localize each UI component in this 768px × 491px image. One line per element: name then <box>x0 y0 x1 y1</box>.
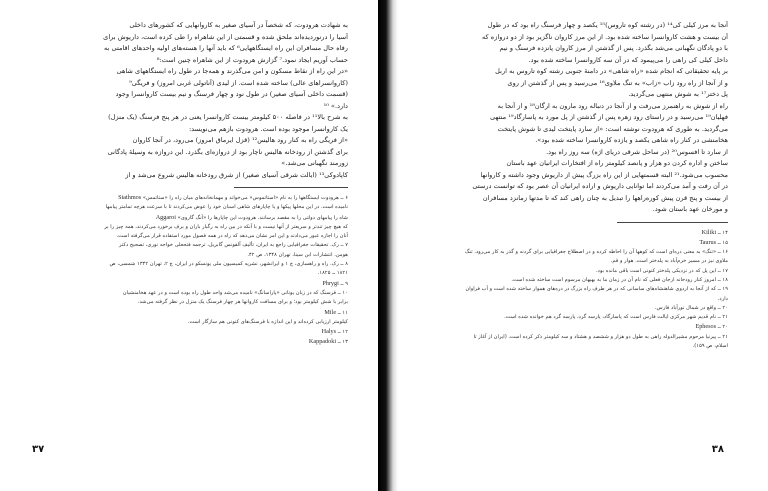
left-page-column <box>30 20 348 348</box>
body-line: رفاه حال مسافران این راه ایستگاههایی⁶ که باید آنها را هسته‌های اولیه واحدهای اقامتی به <box>104 44 348 52</box>
body-line: از بیست و پنج قرن پیش کوره‌راهها را تبدیل به چنان راهی کند که تا مدتها زمانزد مسافران <box>482 193 728 202</box>
body-line: «از فریگی راه به کنار رود هالیس¹² (قزل ایرماق امروز) می‌رود، در آنجا کاروان <box>132 136 348 144</box>
body-line: حساب آوریم ایجاد نمود.⁷ گزارش هرودوت از این شاهراه چنین است:⁸ <box>156 55 348 64</box>
body-line: به شرح بالا¹¹ در فاصله ۵۰۰ کیلومتر بیست کاروانسرا یعنی در هر پنج فرسنگ (یک منزل) <box>108 113 348 121</box>
footnote-text: دارد. <box>717 295 728 302</box>
footnote-text: اسلام، ص ۱۵۹). <box>692 343 728 350</box>
body-line: به شهادت هرودوت، که شخصاً در آسیای صغیر به کاروانهایی که کشورهای داخلی <box>129 21 348 29</box>
body-line: آنجا به مرز کیلی کی¹⁴ (در رشته کوه تاروس)¹⁵ یکصد و چهار فرسنگ راه بود که در طول <box>487 21 728 29</box>
footnote-line <box>420 313 728 322</box>
footnote-line <box>30 318 348 327</box>
footnote-text: ۲۱ ــ نام قدیم شهر مرکزی ایالت فارس است که پاسارگاد، پارسه گرد، پارسه گرد هم خوانده شده است. <box>504 314 728 321</box>
body-line: «در این راه از نقاط مسکون و امن می‌گذرند و همه‌جا در طول راه ایستگاههای شاهی <box>116 67 348 75</box>
footnote-text: ۲۱ ــ پیرنیا مرحوم مشیرالدوله راهی به طول دو هزار و ششصد و هشتاد و سه کیلومتر ذکر کرده است. (ایران از آغاز تا <box>473 333 728 340</box>
footnote-text: ملاوی نیز در مسیر خرم‌آباد به پلدختر است. هوار و قم. <box>610 258 728 265</box>
footnote-text: آنان را اجازه عبور می‌دادند و این امر نشان می‌دهد که راه در همه فصول مورد استفاده قرار می‌گرفته است. <box>116 233 348 240</box>
body-line: برای گذشتن از رودخانه هالیس ناچار بود از دروازه‌ای بگذرد. این دروازه به وسیلهٔ پادگانی <box>107 147 348 156</box>
footnote-line <box>30 279 348 289</box>
footnote-latin-term: Phrygi <box>322 279 339 287</box>
footnote-line <box>420 285 728 294</box>
footnote-text: ۹ ــ <box>340 280 348 287</box>
footnote-text: ۱۱ ــ <box>337 309 348 316</box>
footnote-latin-term: Mile <box>324 308 337 316</box>
body-line: زورمند نگهبانی می‌شد.» <box>281 159 348 167</box>
right-body-text <box>420 20 728 216</box>
footnote-text: ۱۰ ــ فرسنگ که در زبان یونانی «پاراسانگ» نامیده می‌شد واحد طول راه بوده است و در عهد هخامنشیان <box>122 289 348 296</box>
footnote-text: ۱۲ ــ <box>337 329 348 336</box>
body-line: محسوب می‌شود.²¹ البته قسمتهایی از این راه بزرگ پیش از داریوش وجود داشته و کاروانها <box>480 170 728 179</box>
footnote-text: ۱۸۲۱ ــ ۱۸۲۵. <box>317 270 348 277</box>
footnote-text: ۲۰ ــ <box>717 324 728 331</box>
body-line: ساختن و اداره کردن دو هزار و پانصد کیلومتر راه از افتخارات ایرانیان عهد باستان <box>506 159 728 167</box>
left-page-number: ۳۷ <box>32 444 45 455</box>
footnote-text: برابر با شش کیلومتر بود؛ و برای مسافت کاروانها هر چهار فرسنگ یک منزل در نظر گرفته می‌شد. <box>137 299 348 306</box>
footnote-line <box>30 298 348 307</box>
left-footnote-separator <box>234 187 348 188</box>
book-spine-shadow <box>378 0 398 491</box>
right-footnotes <box>420 228 728 352</box>
body-line: (کاروانسراهای عالی) ساخته شده است. از لیدی (آناتولی غربی امروز) و فریگی⁹ <box>129 78 348 87</box>
footnote-line <box>420 342 728 351</box>
footnote-line <box>420 304 728 313</box>
footnote-line <box>30 251 348 260</box>
footnote-line <box>420 267 728 276</box>
footnote-line <box>420 248 728 257</box>
left-body-text <box>30 20 348 181</box>
footnote-line <box>30 203 348 212</box>
body-line: راه از شوش به راهنمرز می‌رفت و از آنجا در دنباله رود مارون به ارگان¹⁸ و از آنجا به <box>497 101 728 110</box>
footnote-text: که هیچ چیز تندتر و سریعتر از آنها نیست و با آنکه در بین راه به رگبار باران و برف برخورد می‌کردند، همه چیز را بر <box>104 223 348 230</box>
footnote-latin-term: Taurus <box>699 238 717 246</box>
right-footnote-separator <box>617 222 728 223</box>
body-line: پل دختر¹⁷ به شوش منتهی می‌گردید. <box>628 90 728 98</box>
body-line: فهلیان¹⁹ می‌رسید و در راستای رود زهره پس از گذشتن از پل مورد به پاسارگاد¹⁹ منتهی <box>490 113 728 121</box>
footnote-line <box>30 232 348 241</box>
footnote-text: ۱۸ ــ امروز کنار رودخانه ارجان فعلی که نام آن در زمان ما به بهبهان مرسوم است ساخته شده است. <box>511 276 728 283</box>
footnote-text: ۱۳ ــ <box>337 339 348 346</box>
footnote-line <box>30 193 348 203</box>
body-line: آسیا را درنوردیده‌اند ملحق شده و قسمتی از این شاهراه را طی کرده است، داریوش برای <box>103 32 348 41</box>
right-book-page <box>398 0 768 491</box>
footnote-text: ۱۴ ــ <box>717 229 728 236</box>
left-footnotes <box>30 193 348 348</box>
footnote-text: ۱۷ ــ این پل که در نزدیکی پلدختر کنونی است باقی مانده بود. <box>596 267 728 274</box>
footnote-text: نامیده است. در این محلها پیکها و یا چاپارهای شاهی اسبان خود را عوض می‌کردند تا با سرعت هرچه تمامتر پیامها <box>105 204 348 211</box>
footnote-line <box>30 289 348 298</box>
footnote-text: ۶ ــ هرودوت ایستگاهها را به نام «استاتموس» می‌خواند و مهمانخانه‌های میان راه را «ستاتمس» <box>142 195 348 201</box>
footnote-line <box>30 223 348 232</box>
body-line: از سارد تا افسوس²⁰ (در ساحل شرقی دریای اژه) سه روز راه بود. <box>546 147 728 156</box>
left-book-page <box>0 0 378 491</box>
body-line: با دو پادگان نگهبانی می‌شد بگذرد. پس از گذشتن از مرز کاروان پانزده فرسنگ و نیم <box>499 44 728 52</box>
footnote-line <box>30 260 348 269</box>
footnote-line <box>30 213 348 223</box>
footnote-text: هومن. انتشارات ابن سینا، تهران ۱۳۴۸، ص ۴۲. <box>247 251 348 258</box>
footnote-line <box>420 238 728 248</box>
footnote-line <box>420 333 728 342</box>
footnote-latin-term: Kiliki <box>701 228 717 236</box>
footnote-line <box>420 257 728 266</box>
footnote-line <box>30 337 348 347</box>
footnote-line <box>420 276 728 285</box>
right-page-number: ۳۸ <box>711 444 724 455</box>
footnote-latin-term: Kappadoki <box>308 338 337 346</box>
footnote-latin-term: Ephesos <box>695 323 717 331</box>
body-line: بر پایه تحقیقاتی که انجام شده «راه شاهی» در دامنهٔ جنوبی رشته کوه تاروس به اربل <box>495 67 728 75</box>
footnote-line <box>420 295 728 304</box>
body-line: در آن رفت و آمد می‌کردند اما توانایی داریوش و اراده ایرانیان آن عصر بود که توانست درستی <box>472 182 728 190</box>
footnote-line <box>30 241 348 250</box>
footnote-text: ۱۶ ــ «تنگ» به معنی دره‌ای است که کوهها آن را احاطه کرده و در اصطلاح جغرافیایی برای گردنه و گذر به کار می‌رود. تنگ <box>465 249 728 256</box>
body-line: و مورخان عهد باستان شود. <box>652 205 728 213</box>
body-line: و از آنجا از راه رود زاب «زاب» به تنگ ملاوی¹⁶ می‌رسید و پس از گذشتن از روی <box>507 78 728 87</box>
body-line: می‌گردید. به طوری که هرودوت نوشته است: «از سارد پایتخت لیدی تا شوش پایتخت <box>497 124 728 133</box>
footnote-latin-term: Aggaroi <box>155 213 176 221</box>
footnote-text: کیلومتر ارزیابی کرده‌اند و این اندازه با فرسنگ‌های کنونی هم سازگار است. <box>187 318 348 325</box>
body-line: آن بیست و هشت کاروانسرا ساخته شده بود. از این مرز کاروان ناگزیر بود از دو دروازه که <box>482 32 728 41</box>
footnote-text: ۸ ــ رک. راه و راهسازی، ج ۱ و ایرانشهر، نشریه کمیسیون ملی یونسکو در ایران، ج ۲، تهران ۱۳۴۲ شمسی، ص <box>109 261 348 268</box>
body-line: (قسمت داخلی آسیای صغیر) در طول نود و چهار فرسنگ و نیم بیست کاروانسرا وجود <box>115 90 348 98</box>
footnote-text: ۱۵ ــ <box>717 239 728 246</box>
footnote-line <box>30 327 348 337</box>
footnote-text: ۷ ــ رک. تحقیقات جغرافیایی راجع به ایران، تألیف آلفونس گابریل، ترجمه فتحعلی خواجه نوری، تصحیح دکتر <box>119 242 348 249</box>
footnote-text: ۲۰ ــ واقع در شمال نورآباد فارس. <box>654 304 728 311</box>
footnote-text: ۱۹ ــ که از آنجا به اردوی شاهنشاه‌های ساسانی که در هر طرف راه بزرگ در دره‌های هموار ساخته شده است و آب فراوان <box>465 286 728 293</box>
footnote-line <box>420 322 728 332</box>
footnote-text: شاه را پیامهای دولتی را به مقصد برسانند. هرودوت این چاپارها را «آنگ گاروی» <box>177 214 348 221</box>
footnote-latin-term: Halys <box>321 328 337 336</box>
body-line: هخامنشی در کنار راه شاهی یکصد و یازده کاروانسرا ساخته شده بود». <box>535 136 728 144</box>
footnote-latin-term: Stathmos <box>118 194 142 201</box>
right-page-column <box>420 20 728 351</box>
footnote-line <box>30 269 348 278</box>
body-line: یک کاروانسرا موجود بوده است. هرودوت بازهم می‌نویسد: <box>188 124 348 133</box>
footnote-line <box>420 228 728 238</box>
body-line: کاپادوکی¹³ (ایالت شرقی آسیای صغیر) از شرق رودخانه هالیس شروع می‌شد و از <box>125 170 348 179</box>
footnote-line <box>30 308 348 318</box>
body-line: دارد.» ¹⁰ <box>323 101 348 110</box>
body-line: داخل کیلی کی راهی را می‌پیمود که در آن سه کاروانسرا ساخته شده بود. <box>528 55 728 64</box>
